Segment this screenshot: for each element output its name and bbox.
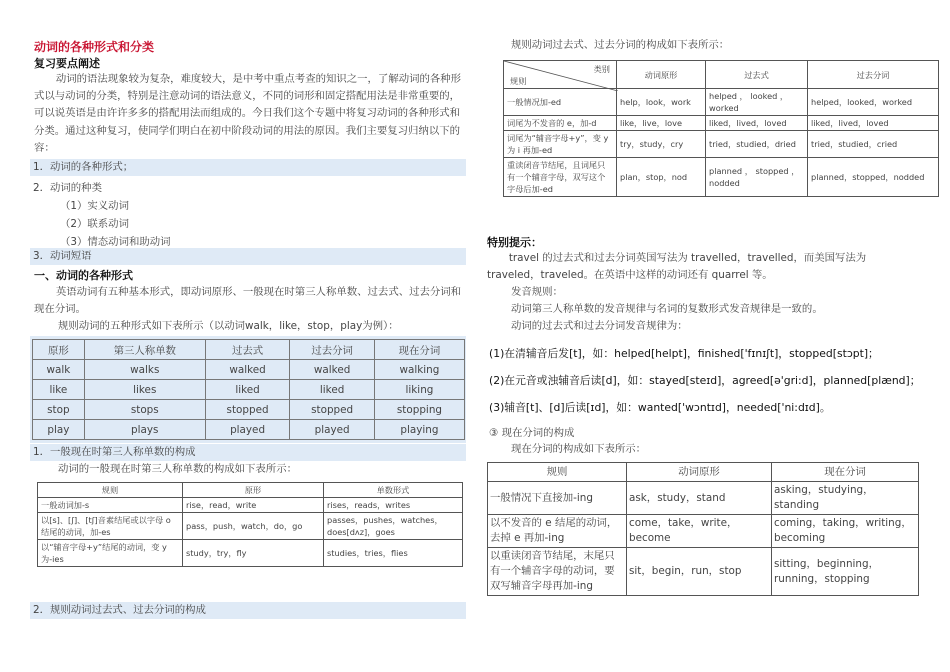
table-cell: asking，studying，standing [772, 482, 919, 515]
five-forms-intro: 规则动词的五种形式如下表所示（以动词walk，like，stop，play为例）： [58, 320, 399, 332]
tip-heading: 特别提示： [487, 236, 542, 249]
table-cell: walks [84, 360, 205, 380]
kind-1: （1）实义动词 [60, 200, 129, 212]
table-cell: helped ， looked ， worked [706, 89, 808, 116]
table-cell: stopped [205, 400, 290, 420]
table-cell: 词尾为不发音的 e，加-d [504, 116, 617, 131]
table-cell: stops [84, 400, 205, 420]
table-cell: planned ， stopped ， nodded [706, 158, 808, 197]
past-intro: 规则动词过去式、过去分词的构成如下表所示： [511, 39, 730, 51]
table-row [504, 116, 939, 131]
table-cell: ask，study，stand [627, 482, 772, 515]
table-cell: helped，looked，worked [808, 89, 939, 116]
table-cell: stopped [290, 400, 375, 420]
page-title: 动词的各种形式和分类 [34, 40, 155, 54]
header-cell: 过去分词 [808, 61, 939, 89]
table-row [33, 380, 465, 400]
table-header-row [488, 463, 919, 482]
outline-item-1 [30, 159, 466, 176]
table-cell: passes，pushes，watches，does[dʌz]，goes [324, 513, 463, 540]
table-cell: come，take，write，become [627, 515, 772, 548]
table-cell: walking [374, 360, 464, 380]
table-cell: 以[s]、[ʃ]、[tʃ]音素结尾或以字母 o 结尾的动词，加-es [38, 513, 183, 540]
sub2-heading-band [30, 602, 466, 619]
table-cell: 词尾为“辅音字母+y”，变 y 为 i 再加-ed [504, 131, 617, 158]
table-cell: 一般情况加-ed [504, 89, 617, 116]
outline-item-3 [30, 248, 466, 265]
table-cell: stopping [374, 400, 464, 420]
table-cell: liking [374, 380, 464, 400]
table-cell: played [205, 420, 290, 440]
table-row [504, 131, 939, 158]
table-row [504, 158, 939, 197]
table-cell: like [33, 380, 85, 400]
outline-item-2: 2．动词的种类 [33, 182, 102, 194]
pron-text: 动词第三人称单数的发音规律与名词的复数形式发音规律是一致的。 [511, 303, 823, 315]
table-cell: tried，studied，cried [808, 131, 939, 158]
table-cell: 以重读闭音节结尾，末尾只有一个辅音字母的动词，要双写辅音字母再加-ing [488, 548, 627, 596]
table-cell: liked [290, 380, 375, 400]
header-cell: 过去式 [706, 61, 808, 89]
table-cell: 一般动词加-s [38, 498, 183, 513]
section1-heading: 一、动词的各种形式 [34, 269, 133, 282]
intro-paragraph: 动词的语法现象较为复杂，难度较大，是中考中重点考查的知识之一，了解动词的各种形式以与动词的分类，特别是注意动词的语法意义，不同的词形和固定搭配用法是非常重要的，可以说英语是由许许多多的搭配用法而组成的。今日我们这个专题中将复习动词的各种形式和分类。通过这种复习，使同学们明白在初中阶段动词的用法的原因。我们主要复习归纳以下的容： [34, 73, 462, 154]
header-cell: 单数形式 [324, 483, 463, 498]
kind-3: （3）情态动词和助动词 [60, 236, 171, 248]
pron-heading: 发音规则： [511, 286, 563, 298]
sub1-heading: 1．一般现在时第三人称单数的构成 [33, 446, 196, 458]
five-forms-table [32, 339, 465, 440]
table-row [33, 360, 465, 380]
header-cell: 动词原形 [617, 61, 706, 89]
table-cell: walked [290, 360, 375, 380]
third-person-table [37, 482, 463, 567]
table-cell: plays [84, 420, 205, 440]
header-cell: 原形 [33, 340, 85, 360]
table-header-row [504, 61, 939, 89]
table-cell: plan，stop，nod [617, 158, 706, 197]
table-row [488, 548, 919, 596]
pron-rule-2: (2)在元音或浊辅音后读[d]，如：stayed[steɪd]，agreed[ə'gri:d]，planned[plænd]； [489, 374, 921, 387]
table-cell: rises，reads，writes [324, 498, 463, 513]
table-header-row [38, 483, 463, 498]
header-cell: 过去式 [205, 340, 290, 360]
corner-cell [504, 61, 617, 89]
table-cell: liked，lived，loved [808, 116, 939, 131]
review-heading: 复习要点阐述 [34, 57, 100, 70]
header-cell: 过去分词 [290, 340, 375, 360]
table-row [38, 498, 463, 513]
table-cell: sitting，beginning，running，stopping [772, 548, 919, 596]
corner-top-label: 类别 [593, 63, 610, 74]
header-cell: 第三人称单数 [84, 340, 205, 360]
table-row [38, 540, 463, 567]
table-cell: 以“辅音字母+y”结尾的动词，变 y 为-ies [38, 540, 183, 567]
table-cell: like，live，love [617, 116, 706, 131]
table-cell: stop [33, 400, 85, 420]
sub2-heading: 2．规则动词过去式、过去分词的构成 [33, 604, 206, 616]
header-cell: 规则 [38, 483, 183, 498]
table-cell: 重读闭音节结尾，且词尾只有一个辅音字母，双写这个字母后加-ed [504, 158, 617, 197]
table-cell: walked [205, 360, 290, 380]
outline-item-3-text: 3．动词短语 [33, 250, 92, 262]
header-cell: 动词原形 [627, 463, 772, 482]
present-intro: 现在分词的构成如下表所示： [511, 443, 647, 455]
table-row [33, 420, 465, 440]
table-cell: liked [205, 380, 290, 400]
pron-rule-1: (1)在清辅音后发[t]，如：helped[helpt]，finished['fɪnɪʃt]，stopped[stɔpt]； [489, 347, 879, 360]
corner-bottom-label: 规则 [510, 75, 527, 86]
table-row [504, 89, 939, 116]
sub1-intro: 动词的一般现在时第三人称单数的构成如下表所示： [58, 463, 297, 475]
table-cell: rise，read，write [183, 498, 324, 513]
table-cell: study，try，fly [183, 540, 324, 567]
table-row [488, 482, 919, 515]
sub1-heading-band [30, 444, 466, 461]
table-cell: playing [374, 420, 464, 440]
table-cell: coming，taking，writing，becoming [772, 515, 919, 548]
kind-2: （2）联系动词 [60, 218, 129, 230]
present-heading: ③ 现在分词的构成 [489, 427, 575, 439]
table-cell: liked，lived，loved [706, 116, 808, 131]
header-cell: 现在分词 [374, 340, 464, 360]
outline-item-1-text: 1．动词的各种形式； [33, 161, 134, 173]
header-cell: 原形 [183, 483, 324, 498]
table-cell: played [290, 420, 375, 440]
tip-text: travel 的过去式和过去分词英国写法为 travelled，travelled，而美国写法为 traveled，traveled。在英语中这样的动词还有 quarrel 等。 [487, 252, 867, 282]
present-table [487, 462, 919, 596]
section1-text: 英语动词有五种基本形式，即动词原形、一般现在时第三人称单数、过去式、过去分词和现在分词。 [34, 286, 462, 316]
table-cell: 一般情况下直接加-ing [488, 482, 627, 515]
table-cell: sit，begin，run，stop [627, 548, 772, 596]
table-cell: studies，tries，flies [324, 540, 463, 567]
header-cell: 规则 [488, 463, 627, 482]
table-cell: walk [33, 360, 85, 380]
table-row [488, 515, 919, 548]
table-row [33, 400, 465, 420]
past-table [503, 60, 939, 197]
table-header-row [33, 340, 465, 360]
table-cell: planned，stopped，nodded [808, 158, 939, 197]
table-row [38, 513, 463, 540]
table-cell: 以不发音的 e 结尾的动词，去掉 e 再加-ing [488, 515, 627, 548]
header-cell: 现在分词 [772, 463, 919, 482]
table-cell: help，look，work [617, 89, 706, 116]
table-cell: play [33, 420, 85, 440]
table-cell: pass，push，watch，do，go [183, 513, 324, 540]
table-cell: tried，studied，dried [706, 131, 808, 158]
pron-past: 动词的过去式和过去分词发音规律为： [511, 320, 688, 332]
table-cell: try，study，cry [617, 131, 706, 158]
pron-rule-3: (3)辅音[t]、[d]后读[ɪd]，如：wanted['wɔntɪd]，needed['ni:dɪd]。 [489, 401, 831, 414]
table-cell: likes [84, 380, 205, 400]
